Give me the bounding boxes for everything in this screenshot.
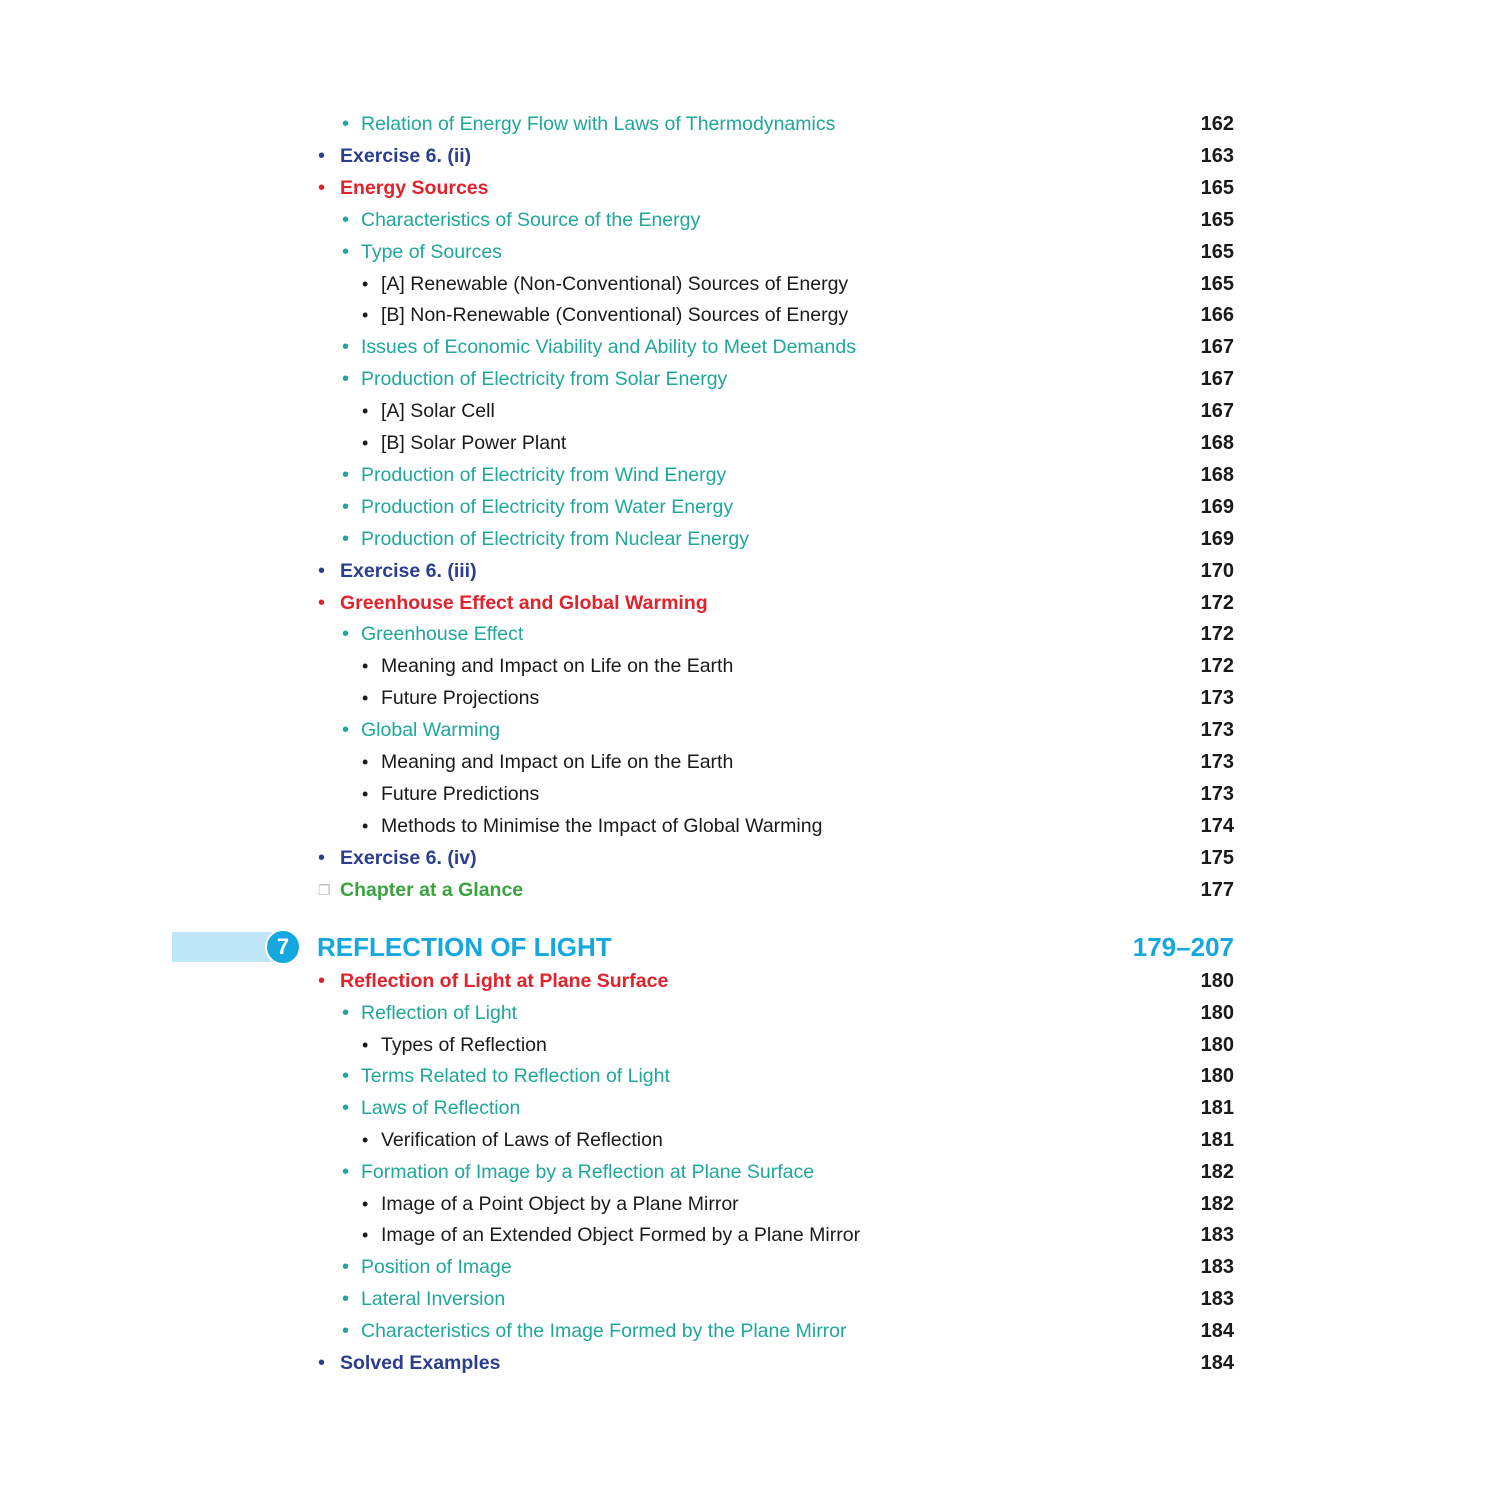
toc-entry-label: Position of Image [361,1256,512,1279]
toc-entry-page: 184 [1200,1351,1234,1374]
toc-entry-label: Exercise 6. (iv) [340,846,477,869]
summary-icon: ❐ [318,881,331,898]
toc-entry-label: Chapter at a Glance [340,878,524,901]
toc-entry[interactable] [0,300,1501,330]
toc-entry[interactable] [0,1252,1501,1282]
toc-entry-page: 165 [1200,208,1234,231]
toc-entry-page: 165 [1200,240,1234,263]
toc-entry-page: 183 [1200,1288,1234,1310]
toc-entry-page: 184 [1200,1319,1234,1342]
toc-entry-page: 175 [1200,846,1234,869]
toc-entry-page: 183 [1200,1224,1234,1247]
toc-entry[interactable] [0,237,1501,267]
toc-entry[interactable] [0,205,1501,235]
bullet-icon: • [362,656,369,677]
bullet-icon: • [342,1288,350,1310]
toc-entry-page: 173 [1200,687,1234,710]
toc-entry[interactable] [0,492,1501,522]
toc-entry-label: Characteristics of the Image Formed by the Plane Mirror [361,1319,847,1342]
toc-entry-page: 166 [1200,304,1234,327]
toc-entry[interactable] [0,1316,1501,1346]
toc-entry-page: 180 [1200,1065,1234,1088]
bullet-icon: • [362,688,369,709]
toc-entry[interactable] [0,1061,1501,1091]
bullet-icon: • [362,273,369,294]
toc-entry-label: Reflection of Light at Plane Surface [340,970,669,992]
toc-entry-page: 173 [1200,719,1234,742]
bullet-icon: • [342,1256,350,1279]
toc-entry-page: 167 [1200,368,1234,391]
bullet-icon: • [342,463,350,486]
toc-entry-label: Characteristics of Source of the Energy [361,208,701,231]
toc-entry[interactable] [0,396,1501,426]
chapter-title: REFLECTION OF LIGHT [317,932,612,962]
toc-entry-label: Greenhouse Effect and Global Warming [340,591,708,614]
toc-entry-label: Image of an Extended Object Formed by a Plane Mirror [381,1224,861,1247]
toc-entry-page: 183 [1200,1256,1234,1279]
toc-entry[interactable] [0,1157,1501,1187]
bullet-icon: • [362,401,369,422]
toc-entry-page: 167 [1200,336,1234,359]
toc-entry[interactable] [0,1284,1501,1314]
toc-entry-label: Meaning and Impact on Life on the Earth [381,655,734,678]
toc-entry-label: [B] Non-Renewable (Conventional) Sources of Energy [381,304,849,327]
toc-entry-label: Production of Electricity from Nuclear Energy [361,527,749,550]
toc-entry-label: Future Predictions [381,782,540,805]
toc-entry-page: 170 [1200,559,1234,582]
toc-entry-page: 167 [1200,400,1234,423]
toc-entry[interactable] [0,460,1501,490]
bullet-icon: • [318,846,326,869]
bullet-icon: • [342,1160,350,1183]
toc-entry-label: [A] Renewable (Non-Conventional) Sources of Energy [381,272,849,295]
toc-entry-label: Relation of Energy Flow with Laws of Thermodynamics [361,113,836,135]
toc-entry-page: 169 [1200,527,1234,550]
toc-entry-label: Type of Sources [361,240,502,263]
toc-entry[interactable] [0,109,1501,139]
toc-entry-label: Laws of Reflection [361,1097,521,1120]
toc-entry-label: Production of Electricity from Solar Energy [361,368,728,391]
toc-entry-page: 169 [1200,495,1234,518]
toc-entry-page: 182 [1200,1160,1234,1183]
bullet-icon: • [362,305,369,326]
toc-entry-label: Energy Sources [340,176,489,199]
toc-entry[interactable] [0,1125,1501,1155]
toc-entry-page: 168 [1200,463,1234,486]
toc-entry-page: 172 [1200,623,1234,646]
toc-entry-page: 172 [1200,591,1234,614]
toc-entry-label: Greenhouse Effect [361,623,524,646]
bullet-icon: • [342,336,350,359]
toc-entry[interactable] [0,715,1501,745]
bullet-icon: • [342,208,350,231]
toc-entry-page: 162 [1200,113,1234,135]
toc-entry-page: 163 [1200,144,1234,167]
bullet-icon: • [342,719,350,742]
toc-entry[interactable] [0,747,1501,777]
toc-entry-page: 177 [1200,878,1234,901]
toc-entry-page: 173 [1200,751,1234,773]
toc-entry-label: Reflection of Light [361,1001,518,1024]
toc-entry-label: Issues of Economic Viability and Ability to Meet Demands [361,336,856,359]
bullet-icon: • [318,559,326,582]
toc-entry[interactable] [0,141,1501,171]
chapter-number-badge: 7 [265,929,301,965]
bullet-icon: • [318,1351,326,1374]
toc-entry-label: Future Projections [381,687,540,710]
toc-entry-page: 180 [1200,1001,1234,1024]
bullet-icon: • [342,240,350,263]
toc-entry[interactable] [0,998,1501,1028]
toc-entry-label: Production of Electricity from Wind Energy [361,463,727,486]
toc-entry-label: Types of Reflection [381,1033,547,1056]
bullet-icon: • [342,1319,350,1342]
bullet-icon: • [318,591,326,614]
toc-entry-page: 165 [1200,176,1234,199]
toc-entry[interactable] [0,1189,1501,1219]
bullet-icon: • [342,1097,350,1120]
toc-entry[interactable] [0,173,1501,203]
toc-entry[interactable] [0,875,1501,905]
toc-entry[interactable] [0,1348,1501,1378]
toc-entry[interactable] [0,683,1501,713]
chapter-heading[interactable] [0,928,1501,966]
toc-entry-label: Formation of Image by a Reflection at Plane Surface [361,1160,815,1183]
bullet-icon: • [342,368,350,391]
toc-entry-page: 165 [1200,272,1234,295]
toc-entry-page: 182 [1200,1192,1234,1215]
toc-entry-label: Image of a Point Object by a Plane Mirror [381,1192,739,1215]
toc-entry[interactable] [0,1030,1501,1060]
bullet-icon: • [342,623,350,646]
toc-entry-label: Terms Related to Reflection of Light [361,1065,670,1088]
toc-entry[interactable] [0,524,1501,554]
bullet-icon: • [362,783,369,804]
toc-entry-label: Lateral Inversion [361,1288,506,1310]
toc-entry-page: 181 [1200,1097,1234,1120]
toc-entry[interactable] [0,1220,1501,1250]
bullet-icon: • [318,970,326,992]
toc-entry[interactable] [0,1093,1501,1123]
toc-entry-page: 174 [1200,814,1234,837]
toc-entry-label: Production of Electricity from Water Energy [361,495,734,518]
toc-entry-page: 173 [1200,782,1234,805]
toc-entry-label: [A] Solar Cell [381,400,495,423]
toc-entry[interactable] [0,651,1501,681]
bullet-icon: • [342,1065,350,1088]
toc-entry[interactable] [0,332,1501,362]
toc-entry-page: 180 [1200,1033,1234,1056]
bullet-icon: • [362,752,369,772]
bullet-icon: • [362,433,369,453]
bullet-icon: • [342,113,350,135]
bullet-icon: • [362,815,369,836]
toc-entry-label: Methods to Minimise the Impact of Global Warming [381,814,823,837]
bullet-icon: • [342,527,350,550]
toc-entry-label: Verification of Laws of Reflection [381,1129,663,1151]
toc-entry-page: 172 [1200,655,1234,678]
toc-entry-label: Exercise 6. (iii) [340,559,477,582]
toc-entry-label: Solved Examples [340,1351,501,1374]
toc-entry-page: 181 [1200,1129,1234,1151]
toc-entry[interactable] [0,364,1501,394]
toc-entry[interactable] [0,588,1501,618]
toc-entry-page: 168 [1200,432,1234,454]
toc-entry[interactable] [0,619,1501,649]
toc-entry[interactable] [0,811,1501,841]
toc-entry[interactable] [0,843,1501,873]
chapter-page-range: 179–207 [1132,932,1234,962]
bullet-icon: • [318,144,326,167]
toc-entry[interactable] [0,966,1501,996]
bullet-icon: • [362,1193,369,1214]
toc-entry-label: Global Warming [361,719,501,742]
toc-entry[interactable] [0,556,1501,586]
bullet-icon: • [342,495,350,518]
toc-entry[interactable] [0,269,1501,299]
toc-entry-label: Exercise 6. (ii) [340,144,472,167]
toc-entry-label: [B] Solar Power Plant [381,432,567,454]
bullet-icon: • [342,1001,350,1024]
toc-entry[interactable] [0,428,1501,458]
bullet-icon: • [362,1225,369,1246]
toc-entry[interactable] [0,779,1501,809]
bullet-icon: • [318,176,326,199]
toc-entry-label: Meaning and Impact on Life on the Earth [381,751,734,773]
toc-entry-page: 180 [1200,970,1234,992]
bullet-icon: • [362,1034,369,1055]
bullet-icon: • [362,1130,369,1150]
